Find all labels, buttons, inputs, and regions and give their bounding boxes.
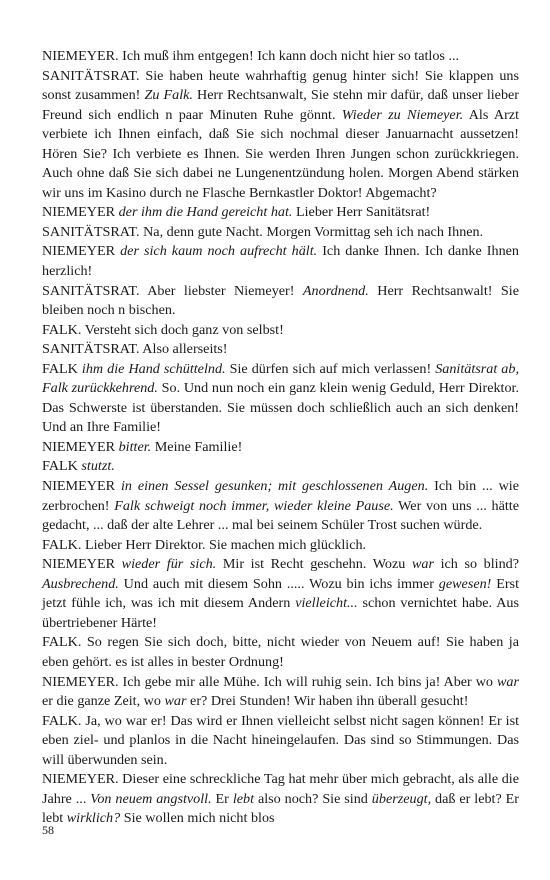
stage-direction: Falk schweigt noch immer, wieder kleine Pause. [114,497,394,514]
stage-direction: stutzt. [81,458,115,475]
book-page-text [42,47,519,829]
dialogue-text: Meine Familie! [151,438,243,455]
stage-direction: der sich kaum noch aufrecht hält. [120,243,318,260]
dialogue-text: Er [211,790,233,807]
stage-direction: in einen Sessel gesunken; mit geschlossenen Augen. [120,478,429,495]
stage-direction: war [164,693,187,710]
dialogue-text: Als Arzt verbiete ich Ihnen einfach, daß Sie sich nochmal dieser Januarnacht aussetzen! Hören Sie? Ich verbiete es Ihnen. Sie werden Ihren Jungen schon zurückkriegen. Auch ohne daß Sie sich dabei ne Lungenentzündung holen. Morgen Abend stärken wir uns im Kasino durch ne Flasche Bernkastler Doktor! Abgemacht? [42,106,519,201]
dialogue-text: NIEMEYER [42,556,122,573]
dialogue-text: So. Und nun noch ein ganz klein wenig Geduld, Herr Direktor. Das Schwerste ist überstanden. Sie müssen doch schließlich auch an sich denken! Und an Ihre Familie! [42,380,520,436]
dialogue-text: Ich bin ... wie zerbrochen! [42,478,519,514]
stage-direction: Sanitätsrat ab, Falk zurückkehrend. [42,360,519,397]
stage-direction: Anordnend. [302,282,369,299]
dialogue-text: er die ganze Zeit, wo [42,693,165,710]
dialogue-text: Ich danke Ihnen. Ich danke Ihnen herzlich! [42,243,519,280]
stage-direction: wirklich? [66,810,121,827]
stage-direction: Wieder zu Niemeyer. [341,106,464,123]
dialogue-text: Mir ist Recht geschehn. Wozu [216,556,412,573]
dialogue-text: NIEMEYER [42,243,121,260]
dialogue-paragraph [42,223,519,243]
dialogue-paragraph [42,457,519,477]
dialogue-paragraph [42,360,519,438]
dialogue-text: daß er lebt? Er lebt [42,790,520,827]
dialogue-text: SANITÄTSRAT. Sie haben heute wahrhaftig genug hinter sich! Sie klappen uns sonst zusammen! [42,67,519,104]
dialogue-text: SANITÄTSRAT. Also allerseits! [42,341,228,358]
dialogue-paragraph [42,67,519,204]
dialogue-text: Sie dürfen sich auf mich verlassen! [225,360,436,377]
dialogue-text: Herr Rechtsanwalt! Sie bleiben noch n bischen. [42,282,519,319]
dialogue-text: FALK [42,360,82,377]
dialogue-text: NIEMEYER [42,478,121,495]
dialogue-paragraph [42,712,519,771]
stage-direction: der ihm die Hand gereicht hat. [118,204,293,221]
dialogue-text: FALK. Ja, wo war er! Das wird er Ihnen vielleicht selbst nicht sagen können! Er ist eben ziel- und planlos in die Nacht hineingelaufen. Das sind so Stimmungen. Das will überwunden sein. [42,712,519,768]
dialogue-text: Herr Rechtsanwalt, Sie stehn mir dafür, daß unser lieber Freund sich endlich n paar Minuten Ruhe gönnt. [42,87,520,123]
dialogue-text: Erst jetzt fühle ich, was ich mit diesem Andern [42,575,519,612]
dialogue-text: FALK. So regen Sie sich doch, bitte, nicht wieder von Neuem auf! Sie haben ja eben gehört. es ist alles in bester Ordnung! [42,634,519,670]
dialogue-text: Lieber Herr Sanitätsrat! [292,204,431,221]
dialogue-text: NIEMEYER. Ich muß ihm entgegen! Ich kann doch nicht hier so tatlos ... [42,48,460,64]
dialogue-paragraph [42,242,519,281]
stage-direction: gewesen! [438,575,492,592]
dialogue-paragraph [42,633,519,672]
stage-direction: wieder für sich. [121,556,217,573]
stage-direction: war [411,556,434,573]
stage-direction: Zu Falk. [144,87,193,104]
dialogue-text: NIEMEYER. Dieser eine schreckliche Tag hat mehr über mich gebracht, als alle die Jahre ... [42,771,519,807]
stage-direction: ihm die Hand schüttelnd. [81,360,226,377]
dialogue-text: SANITÄTSRAT. Aber liebster Niemeyer! [42,282,303,299]
dialogue-paragraph [42,555,519,633]
dialogue-paragraph [42,536,519,556]
dialogue-text: ich so blind? [433,556,519,573]
dialogue-text: er? Drei Stunden! Wir haben ihn überall gesucht! [186,693,469,710]
dialogue-text: schon vernichtet habe. Aus übertriebener Härte! [42,595,519,631]
stage-direction: überzeugt, [371,790,432,807]
dialogue-text: FALK. Versteht sich doch ganz von selbst! [42,321,284,338]
stage-direction: bitter. [118,438,152,455]
dialogue-text: also noch? Sie sind [254,790,372,807]
dialogue-text: NIEMEYER [42,438,119,455]
dialogue-text: NIEMEYER [42,204,119,221]
stage-direction: Von neuem angstvoll. [90,790,212,807]
dialogue-paragraph [42,438,519,458]
dialogue-paragraph [42,340,519,360]
dialogue-text: FALK [42,458,82,475]
dialogue-text: NIEMEYER. Ich gebe mir alle Mühe. Ich will ruhig sein. Ich bins ja! Aber wo [42,673,497,690]
stage-direction: war [496,673,519,690]
stage-direction: vielleicht... [295,595,358,612]
dialogue-text: FALK. Lieber Herr Direktor. Sie machen mich glücklich. [42,536,367,553]
dialogue-text: SANITÄTSRAT. Na, denn gute Nacht. Morgen Vormittag seh ich nach Ihnen. [42,223,484,240]
dialogue-paragraph [42,321,519,341]
dialogue-paragraph [42,673,519,712]
page-number: 58 [42,823,54,837]
dialogue-text: Und auch mit diesem Sohn ..... Wozu bin ichs immer [118,575,439,592]
stage-direction: lebt [232,790,255,807]
dialogue-paragraph [42,203,519,223]
dialogue-text: Sie wollen mich nicht blos [120,810,275,827]
dialogue-paragraph [42,47,519,67]
dialogue-text: Wer von uns ... hätte gedacht, ... daß der alte Lehrer ... mal bei seinem Schüler Trost suchen würde. [42,497,519,534]
dialogue-paragraph [42,282,519,321]
stage-direction: Ausbrechend. [42,575,119,592]
dialogue-paragraph [42,477,519,536]
dialogue-paragraph [42,770,519,829]
